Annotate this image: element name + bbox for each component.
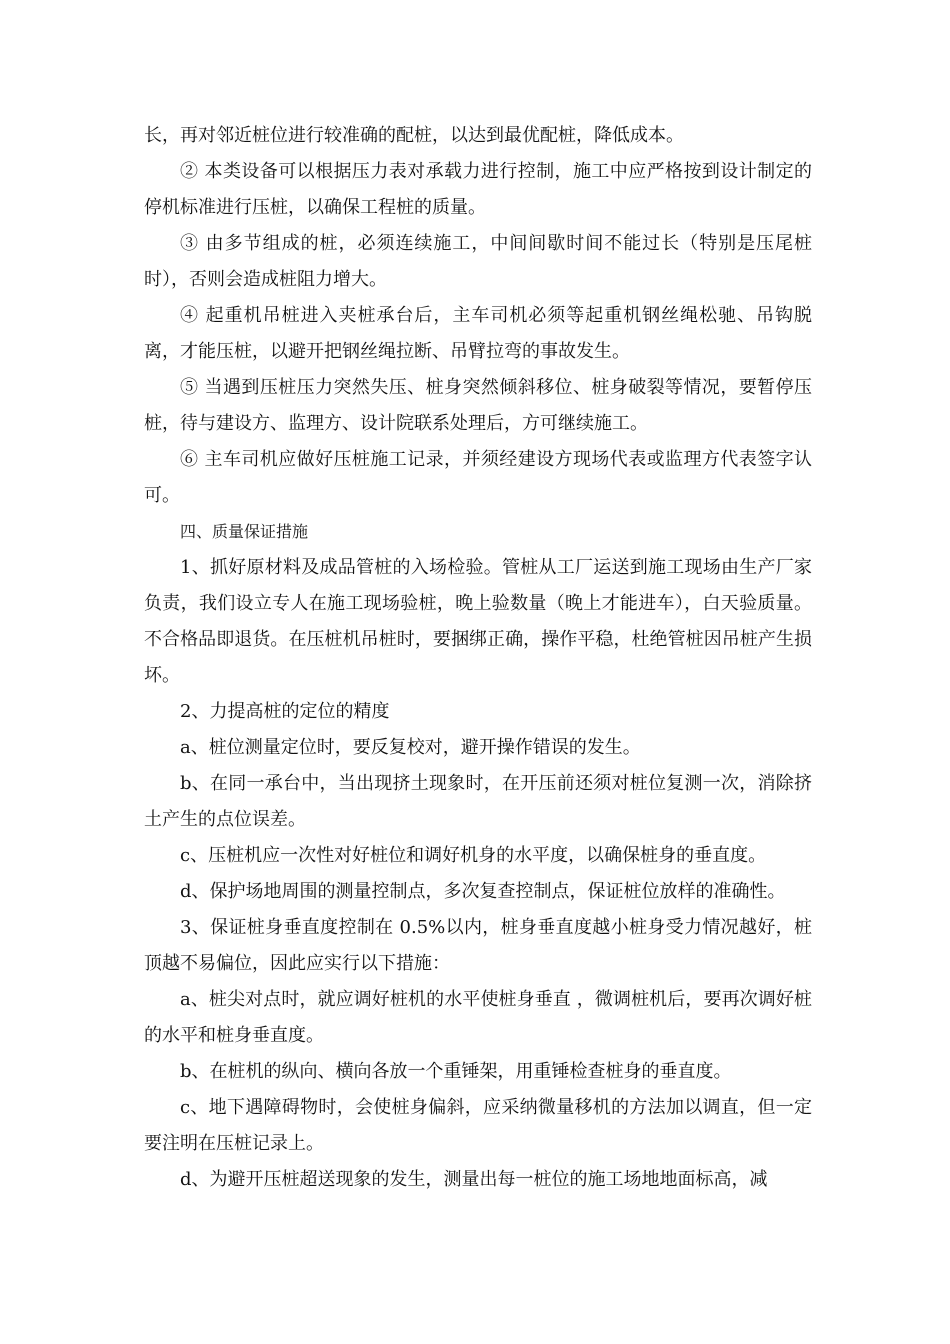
paragraph-vert-d: d、为避开压桩超送现象的发生，测量出每一桩位的施工场地地面标高，减 [180,1169,768,1190]
paragraph-material-inspection: 1、抓好原材料及成品管桩的入场检验。管桩从工厂运送到施工现场由生产厂家负责，我们设立专人在施工现场验桩，晚上验数量（晚上才能进车），白天验质量。不合格品即退货。在压桩机吊桩时，要捆绑正确，操作平稳，杜绝管桩因吊桩产生损坏。 [144,557,812,686]
paragraph-sub-c: c、压桩机应一次性对好桩位和调好机身的水平度，以确保桩身的垂直度。 [180,845,767,866]
paragraph-verticality: 3、保证桩身垂直度控制在 0.5%以内，桩身垂直度越小桩身受力情况越好，桩顶越不易偏位，因此应实行以下措施： [144,917,812,974]
paragraph-vert-c: c、地下遇障碍物时，会使桩身偏斜，应采纳微量移机的方法加以调直，但一定要注明在压桩记录上。 [144,1097,812,1154]
paragraph-vert-a: a、桩尖对点时，就应调好桩机的水平使桩身垂直 ，微调桩机后，要再次调好桩的水平和桩身垂直度。 [144,989,812,1046]
paragraph-item-4: ④ 起重机吊桩进入夹桩承台后，主车司机必须等起重机钢丝绳松驰、吊钩脱离，才能压桩，以避开把钢丝绳拉断、吊臂拉弯的事故发生。 [144,305,812,362]
paragraph-sub-a: a、桩位测量定位时，要反复校对，避开操作错误的发生。 [180,737,641,758]
paragraph-item-5: ⑤ 当遇到压桩压力突然失压、桩身突然倾斜移位、桩身破裂等情况，要暂停压桩，待与建设方、监理方、设计院联系处理后，方可继续施工。 [144,377,812,434]
paragraph-item-3: ③ 由多节组成的桩，必须连续施工，中间间歇时间不能过长（特别是压尾桩时），否则会造成桩阻力增大。 [144,233,812,290]
paragraph-vert-b: b、在桩机的纵向、横向各放一个重锤架，用重锤检查桩身的垂直度。 [180,1061,732,1082]
paragraph-positioning-accuracy: 2、力提高桩的定位的精度 [180,701,390,722]
document-body [144,118,812,1198]
paragraph-sub-b: b、在同一承台中，当出现挤土现象时，在开压前还须对桩位复测一次，消除挤土产生的点位误差。 [144,773,812,830]
section-heading: 四、质量保证措施 [180,522,309,541]
paragraph-sub-d: d、保护场地周围的测量控制点，多次复查控制点，保证桩位放样的准确性。 [180,881,786,902]
paragraph-item-6: ⑥ 主车司机应做好压桩施工记录，并须经建设方现场代表或监理方代表签字认可。 [144,449,812,506]
paragraph-item-2: ② 本类设备可以根据压力表对承载力进行控制，施工中应严格按到设计制定的停机标准进行压桩，以确保工程桩的质量。 [144,161,812,218]
paragraph-continuation: 长，再对邻近桩位进行较准确的配桩，以达到最优配桩，降低成本。 [144,125,684,146]
